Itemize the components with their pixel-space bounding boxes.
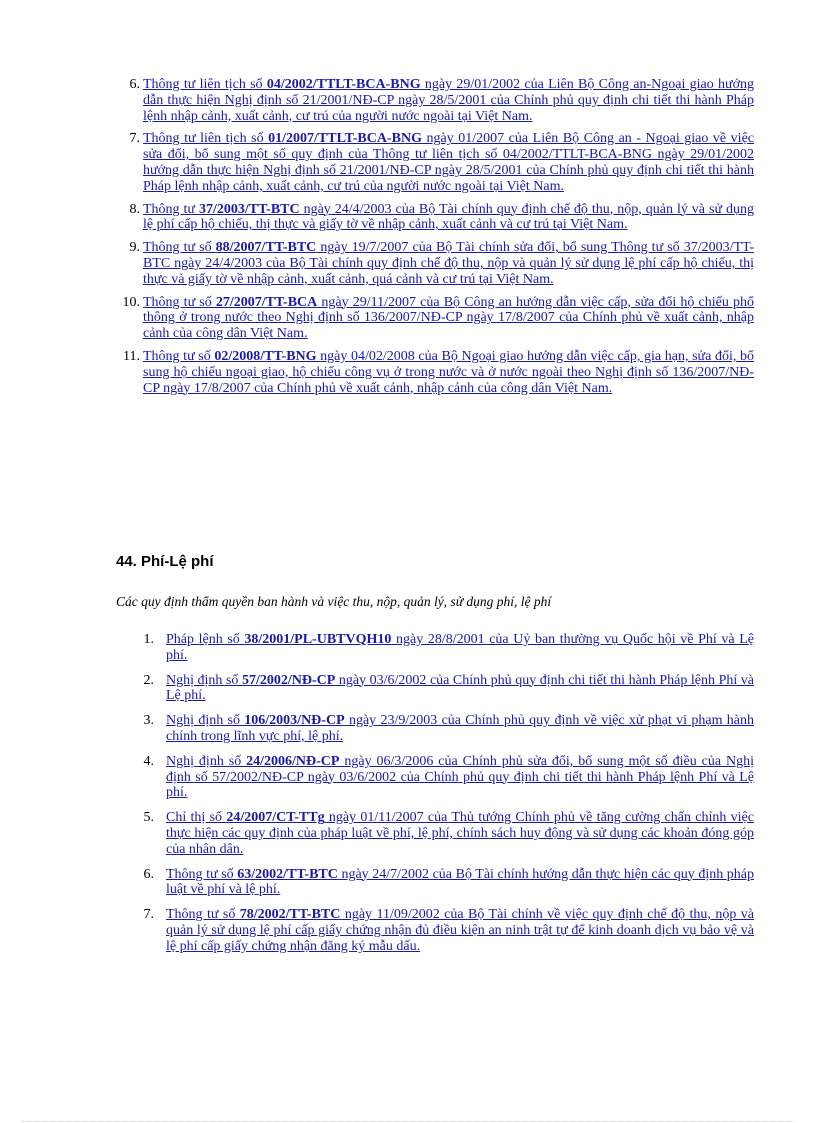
- item-number: 6.: [143, 866, 154, 882]
- document-link[interactable]: Pháp lệnh số 38/2001/PL-UBTVQH10 ngày 28/8/2001 của Uỷ ban thường vụ Quốc hội về Phí và Lệ phí.: [166, 632, 754, 663]
- item-number: 1.: [143, 632, 154, 647]
- document-number: 78/2002/TT-BTC: [239, 907, 341, 923]
- document-link[interactable]: Thông tư liên tịch số 04/2002/TTLT-BCA-BNG ngày 29/01/2002 của Liên Bộ Công an-Ngoại giao hướng dẫn thực hiện Nghị định số 21/2001/NĐ-CP ngày 28/5/2001 của Chính phủ quy định chi tiết thi hành Pháp lệnh nhập cảnh, xuất cảnh, cư trú của người nước ngoài tại Việt Nam.: [143, 77, 754, 124]
- list-item: [116, 295, 754, 342]
- item-number: 10.: [122, 294, 140, 310]
- document-number: 02/2008/TT-BNG: [214, 348, 317, 364]
- document-number: 01/2007/TTLT-BCA-BNG: [268, 131, 422, 147]
- item-number: 7.: [143, 907, 154, 923]
- page-bottom-rule: [22, 1121, 794, 1122]
- list-item: [116, 867, 754, 899]
- document-link[interactable]: Chỉ thị số 24/2007/CT-TTg ngày 01/11/2007 của Thủ tướng Chính phủ về tăng cường chấn chỉnh việc thực hiện các quy định của pháp luật về phí, lệ phí, chính sách huy động và sử dụng các khoản đóng góp của nhân dân.: [166, 810, 754, 857]
- legal-documents-list-continued: [116, 77, 754, 403]
- item-number: 6.: [129, 77, 140, 92]
- item-number: 11.: [123, 348, 140, 364]
- document-link[interactable]: Thông tư số 02/2008/TT-BNG ngày 04/02/2008 của Bộ Ngoại giao hướng dẫn việc cấp, gia hạn, sửa đổi, bổ sung hộ chiếu ngoại giao, hộ chiếu công vụ ở trong nước và ở nước ngoài theo Nghị định số 136/2007/NĐ-CP ngày 17/8/2007 của Chính phủ về xuất cảnh, nhập cảnh của công dân Việt Nam.: [143, 348, 754, 396]
- document-link[interactable]: Nghị định số 106/2003/NĐ-CP ngày 23/9/2003 của Chính phủ quy định về việc xử phạt vi phạm hành chính trong lĩnh vực phí, lệ phí.: [166, 713, 755, 744]
- list-item: [116, 240, 754, 287]
- document-link[interactable]: Nghị định số 24/2006/NĐ-CP ngày 06/3/2006 của Chính phủ sửa đổi, bổ sung một số điều của Nghị định số 57/2002/NĐ-CP ngày 03/6/2002 của Chính phủ quy định chi tiết thi hành Pháp lệnh Phí và Lệ phí.: [166, 753, 754, 801]
- document-number: 57/2002/NĐ-CP: [241, 672, 336, 688]
- item-number: 2.: [143, 672, 154, 688]
- list-item: [116, 907, 754, 954]
- document-link[interactable]: Nghị định số 57/2002/NĐ-CP ngày 03/6/2002 của Chính phủ quy định chi tiết thi hành Pháp lệnh Phí và Lệ phí.: [166, 672, 755, 704]
- item-number: 4.: [143, 753, 154, 769]
- document-number: 27/2007/TT-BCA: [215, 294, 318, 310]
- document-link[interactable]: Thông tư số 63/2002/TT-BTC ngày 24/7/2002 của Bộ Tài chính hướng dẫn thực hiện các quy định pháp luật về phí và lệ phí.: [166, 866, 755, 898]
- list-item: [116, 632, 754, 664]
- document-number: 04/2002/TTLT-BCA-BNG: [266, 77, 421, 92]
- list-item: [116, 810, 754, 857]
- list-item: [116, 754, 754, 801]
- item-number: 7.: [129, 131, 140, 147]
- document-link[interactable]: Thông tư liên tịch số 01/2007/TTLT-BCA-BNG ngày 01/2007 của Liên Bộ Công an - Ngoại giao về việc sửa đổi, bổ sung một số quy định của Thông tư liên tịch số 04/2002/TTLT-BCA-BNG ngày 29/01/2002 hướng dẫn thực hiện Nghị định số 21/2001/NĐ-CP ngày 28/5/2001 của Chính phủ quy định chi tiết thi hành Pháp lệnh nhập cảnh, xuất cảnh, cư trú của người nước ngoài tại Việt Nam.: [143, 131, 755, 194]
- document-number: 88/2007/TT-BTC: [215, 240, 317, 256]
- list-item: [116, 673, 754, 705]
- document-number: 63/2002/TT-BTC: [237, 866, 338, 882]
- document-number: 24/2007/CT-TTg: [226, 810, 325, 826]
- document-number: 37/2003/TT-BTC: [198, 201, 300, 217]
- list-item: [116, 131, 754, 194]
- document-number: 24/2006/NĐ-CP: [246, 753, 340, 769]
- fees-documents-list: [116, 632, 754, 964]
- section-heading: 44. Phí-Lệ phí: [116, 553, 214, 570]
- item-number: 3.: [143, 713, 154, 729]
- document-link[interactable]: Thông tư số 78/2002/TT-BTC ngày 11/09/2002 của Bộ Tài chính về việc quy định chế độ thu, nộp và quản lý sử dụng lệ phí cấp giấy chứng nhận đủ điều kiện an ninh trật tự để kinh doanh dịch vụ bảo vệ và lệ phí cấp giấy chứng nhận đăng ký mẫu dấu.: [166, 907, 754, 954]
- list-item: [116, 349, 754, 396]
- item-number: 9.: [129, 240, 140, 256]
- document-link[interactable]: Thông tư số 88/2007/TT-BTC ngày 19/7/2007 của Bộ Tài chính sửa đổi, bổ sung Thông tư số 37/2003/TT-BTC ngày 24/4/2003 của Bộ Tài chính quy định chế độ thu, nộp và quản lý sử dụng lệ phí cấp hộ chiếu, thị thực và giấy tờ về nhập cảnh, xuất cảnh, quá cảnh và cư trú tại Việt Nam.: [143, 240, 754, 287]
- item-number: 8.: [129, 201, 140, 217]
- document-link[interactable]: Thông tư 37/2003/TT-BTC ngày 24/4/2003 của Bộ Tài chính quy định chế độ thu, nộp, quản lý và sử dụng lệ phí cấp hộ chiếu, thị thực và giấy tờ về nhập cảnh, xuất cảnh và cư trú tại Việt Nam.: [143, 201, 755, 233]
- document-number: 106/2003/NĐ-CP: [244, 713, 345, 729]
- list-item: [116, 713, 754, 745]
- item-number: 5.: [143, 810, 154, 826]
- section-intro: Các quy định thẩm quyền ban hành và việc thu, nộp, quản lý, sử dụng phí, lệ phí: [116, 594, 552, 609]
- document-link[interactable]: Thông tư số 27/2007/TT-BCA ngày 29/11/2007 của Bộ Công an hướng dẫn việc cấp, sửa đổi hộ chiếu phổ thông ở trong nước theo Nghị định số 136/2007/NĐ-CP ngày 17/8/2007 của Chính phủ về xuất cảnh, nhập cảnh của công dân Việt Nam.: [143, 294, 754, 342]
- list-item: [116, 77, 754, 124]
- document-number: 38/2001/PL-UBTVQH10: [244, 632, 392, 647]
- list-item: [116, 202, 754, 234]
